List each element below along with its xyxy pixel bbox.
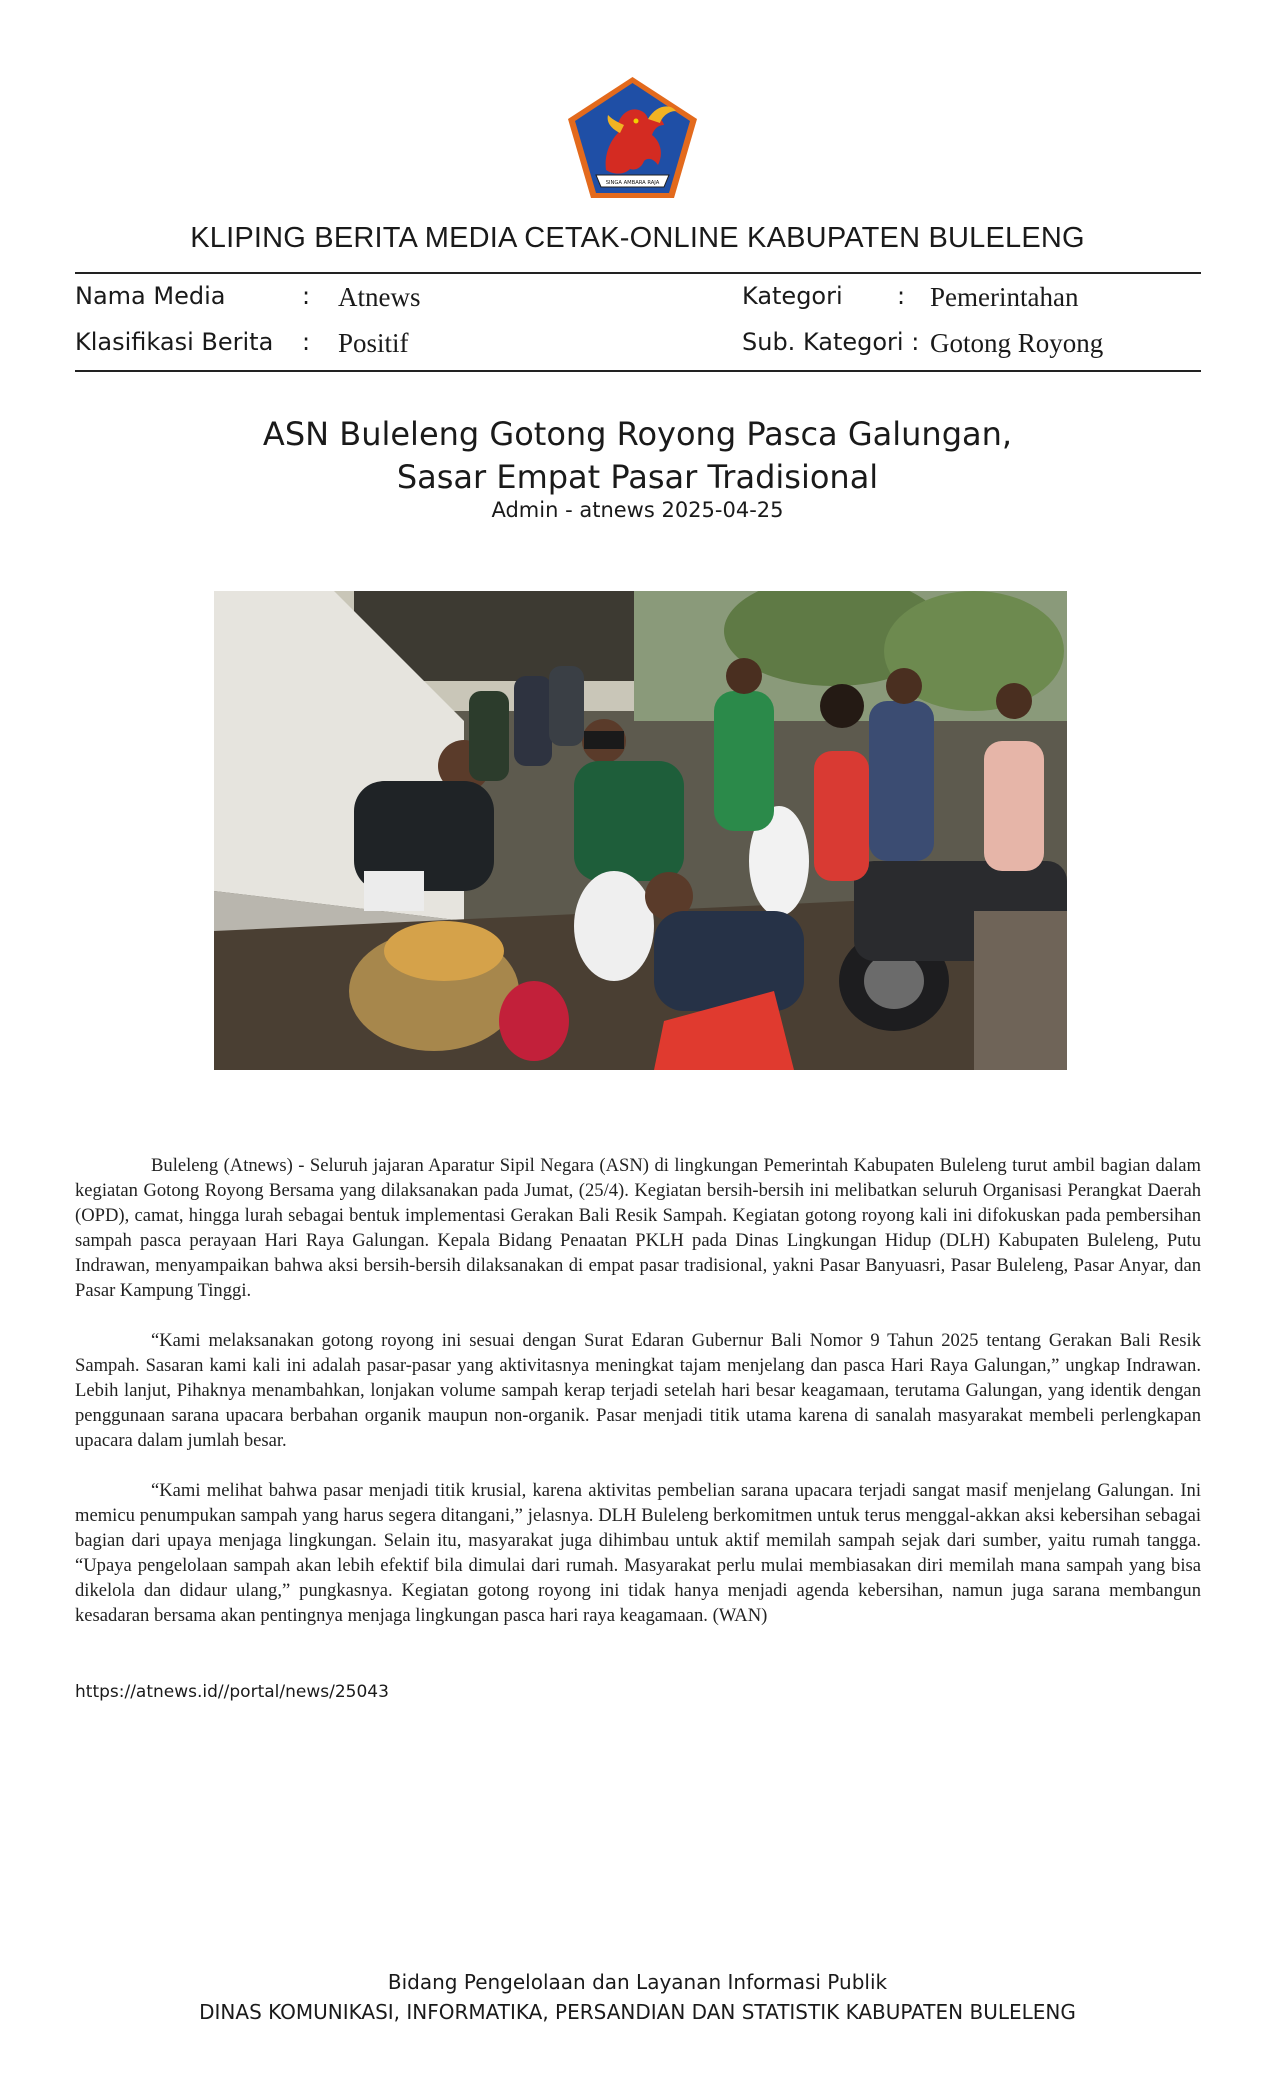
- kategori-value: Pemerintahan: [930, 282, 1079, 312]
- footer-agency: DINAS KOMUNIKASI, INFORMATIKA, PERSANDIAN DAN STATISTIK KABUPATEN BULELENG: [199, 2000, 1076, 2024]
- source-url-link[interactable]: https://atnews.id//portal/news/25043: [75, 1682, 389, 1702]
- headline-line-1: ASN Buleleng Gotong Royong Pasca Galungan,: [262, 415, 1013, 453]
- media-value: Atnews: [338, 282, 421, 312]
- singa-ambara-raja-logo-icon: [566, 75, 699, 200]
- footer-department: Bidang Pengelolaan dan Layanan Informasi Publik: [387, 1970, 888, 1994]
- header-bottom-rule: [75, 370, 1201, 372]
- news-photo: [214, 591, 1067, 1070]
- klasifikasi-value: Positif: [338, 328, 409, 358]
- subkategori-label: Sub. Kategori :: [742, 328, 920, 356]
- headline-line-2: Sasar Empat Pasar Tradisional: [396, 458, 879, 496]
- article-body: [75, 1153, 1201, 1653]
- article-byline: Admin - atnews 2025-04-25: [491, 498, 784, 522]
- article-paragraph: Buleleng (Atnews) - Seluruh jajaran Aparatur Sipil Negara (ASN) di lingkungan Pemerintah Kabupaten Buleleng turut ambil bagian dalam kegiatan Gotong Royong Bersama yang dilaksanakan pada Jumat, (25/4). Kegiatan bersih-bersih ini melibatkan seluruh Organisasi Perangkat Daerah (OPD), camat, hingga lurah sebagai bentuk implementasi Gerakan Bali Resik Sampah. Kegiatan gotong royong kali ini difokuskan pada pembersihan sampah pasca perayaan Hari Raya Galungan. Kepala Bidang Penaatan PKLH pada Dinas Lingkungan Hidup (DLH) Kabupaten Buleleng, Putu Indrawan, menyampaikan bahwa aksi bersih-bersih dilaksanakan di empat pasar tradisional, yakni Pasar Banyuasri, Pasar Buleleng, Pasar Anyar, dan Pasar Kampung Tinggi.: [75, 1155, 1201, 1301]
- logo-ribbon-text: SINGA AMBARA RAJA: [605, 180, 660, 186]
- article-headline: [0, 413, 1275, 499]
- document-title: KLIPING BERITA MEDIA CETAK-ONLINE KABUPATEN BULELENG: [190, 222, 1085, 254]
- kategori-colon: :: [897, 282, 906, 310]
- media-colon: :: [302, 282, 311, 310]
- header-top-rule: [75, 272, 1201, 274]
- media-label: Nama Media: [75, 282, 226, 310]
- kategori-label: Kategori: [742, 282, 843, 310]
- klasifikasi-colon: :: [302, 328, 311, 356]
- article-paragraph: “Kami melihat bahwa pasar menjadi titik krusial, karena aktivitas pembelian sarana upacara terjadi sangat masif menjelang Galungan. Ini memicu penumpukan sampah yang harus segera ditangani,” jelasnya. DLH Buleleng berkomitmen untuk terus menggal-akkan aksi kebersihan sebagai bagian dari upaya menjaga lingkungan. Selain itu, masyarakat juga dihimbau untuk aktif memilah sampah sejak dari sumber, yaitu rumah tangga. “Upaya pengelolaan sampah akan lebih efektif bila dimulai dari rumah. Masyarakat perlu mulai membiasakan diri memilah mana sampah yang bisa dikelola dan didaur ulang,” pungkasnya. Kegiatan gotong royong ini tidak hanya menjadi agenda kebersihan, namun juga sarana membangun kesadaran bersama akan pentingnya menjaga lingkungan pasca hari raya keagamaan. (WAN): [75, 1480, 1201, 1626]
- klasifikasi-label: Klasifikasi Berita: [75, 328, 274, 356]
- article-paragraph: “Kami melaksanakan gotong royong ini sesuai dengan Surat Edaran Gubernur Bali Nomor 9 Tahun 2025 tentang Gerakan Bali Resik Sampah. Sasaran kami kali ini adalah pasar-pasar yang aktivitasnya meningkat tajam menjelang dan pasca Hari Raya Galungan,” ungkap Indrawan. Lebih lanjut, Pihaknya menambahkan, lonjakan volume sampah kerap terjadi setelah hari besar keagamaan, terutama Galungan, yang identik dengan penggunaan sarana upacara berbahan organik maupun non-organik. Pasar menjadi titik utama karena di sanalah masyarakat membeli perlengkapan upacara dalam jumlah besar.: [75, 1330, 1201, 1451]
- subkategori-value: Gotong Royong: [930, 328, 1104, 358]
